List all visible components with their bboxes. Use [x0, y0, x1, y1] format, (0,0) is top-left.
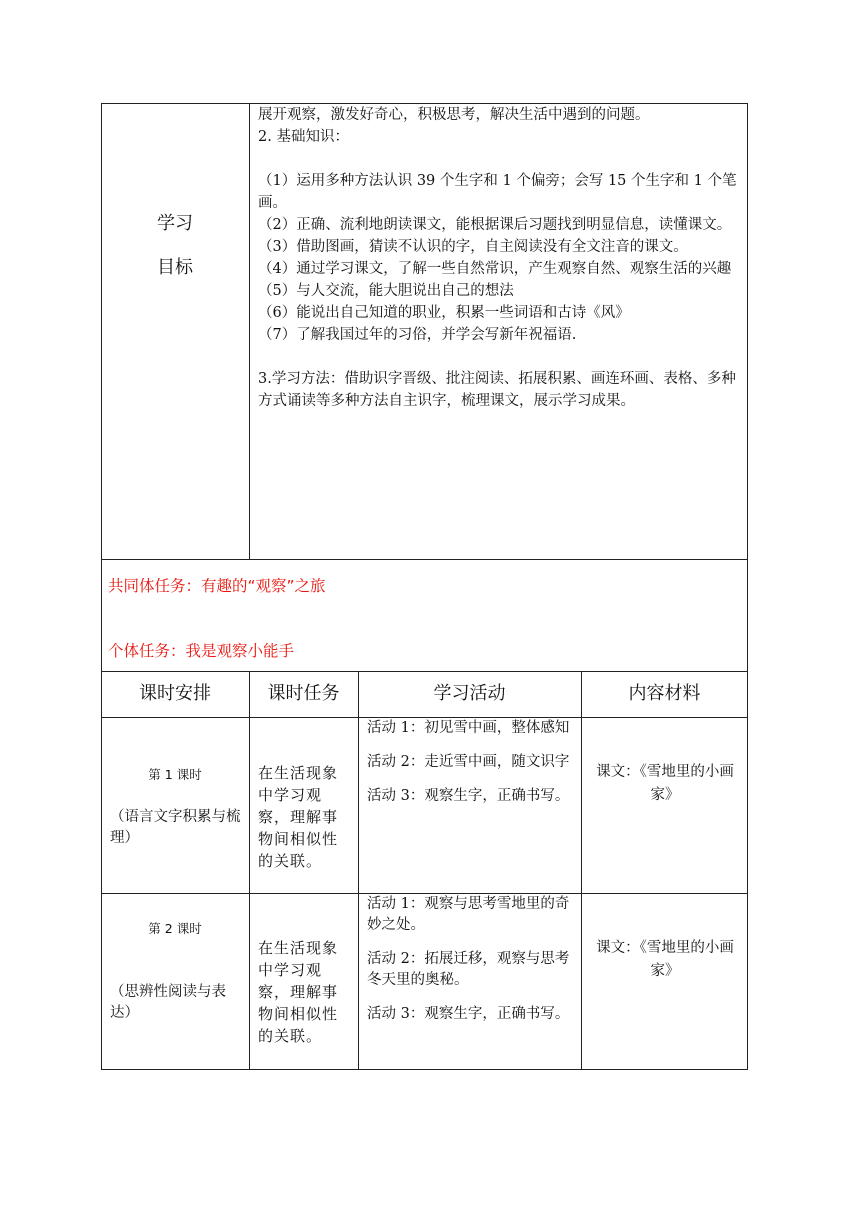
individual-task: 个体任务：我是观察小能手 — [108, 642, 295, 660]
goal-line: 2. 基础知识： — [258, 129, 349, 145]
goal-line: （5）与人交流，能大胆说出自己的想法 — [258, 283, 514, 299]
goals-content — [258, 104, 742, 412]
goal-line: （7）了解我国过年的习俗，并学会写新年祝福语. — [258, 327, 577, 343]
row2-activities — [367, 894, 575, 1038]
header-activities: 学习活动 — [433, 683, 506, 704]
row2-task: 在生活现象中学习观察，理解事物间相似性的关联。 — [258, 939, 339, 1045]
header-period: 课时安排 — [139, 683, 211, 704]
header-material: 内容材料 — [628, 683, 701, 704]
activity-item: 活动 1：观察与思考雪地里的奇妙之处。 — [367, 896, 570, 933]
activity-item: 活动 3：观察生字，正确书写。 — [367, 1006, 570, 1022]
divider — [581, 671, 582, 1070]
goals-label-line2: 目标 — [157, 257, 193, 278]
activity-item: 活动 1：初见雪中画，整体感知 — [367, 720, 570, 736]
activity-item: 活动 2：走近雪中画，随文识字 — [367, 754, 570, 770]
goals-label — [101, 103, 249, 559]
divider — [249, 671, 250, 1070]
divider — [358, 671, 359, 1070]
goals-label-line1: 学习 — [157, 213, 193, 234]
row2-material: 课文：《雪地里的小画家》 — [596, 940, 734, 979]
goal-line: （3）借助图画，猜读不认识的字，自主阅读没有全文注音的课文。 — [258, 239, 688, 255]
row1-task: 在生活现象中学习观察，理解事物间相似性的关联。 — [258, 764, 339, 870]
header-task: 课时任务 — [267, 683, 340, 704]
goal-line: （2）正确、流利地朗读课文，能根据课后习题找到明显信息，读懂课文。 — [258, 217, 732, 233]
row2-category: （思辨性阅读与表达） — [110, 984, 226, 1021]
goal-line: 展开观察，激发好奇心，积极思考，解决生活中遇到的问题。 — [258, 107, 650, 123]
row1-material: 课文：《雪地里的小画家》 — [596, 764, 734, 803]
activity-item: 活动 3：观察生字，正确书写。 — [367, 788, 570, 804]
divider — [249, 103, 250, 559]
row2-period: 第 2 课时 — [148, 921, 202, 936]
goal-line: （1）运用多种方法认识 39 个生字和 1 个偏旁；会写 15 个生字和 1 个笔画。 — [258, 173, 737, 211]
row1-category: （语言文字积累与梳理） — [110, 809, 241, 846]
goal-line: （4）通过学习课文，了解一些自然常识，产生观察自然、观察生活的兴趣 — [258, 261, 732, 277]
group-task: 共同体任务：有趣的“观察”之旅 — [108, 577, 326, 595]
goal-line: 3.学习方法：借助识字晋级、批注阅读、拓展积累、画连环画、表格、多种方式诵读等多种方法自主识字，梳理课文，展示学习成果。 — [258, 371, 736, 409]
goal-line: （6）能说出自己知道的职业，积累一些词语和古诗《风》 — [258, 305, 630, 321]
divider — [101, 559, 748, 560]
row1-activities — [367, 718, 575, 820]
row1-period: 第 1 课时 — [148, 767, 202, 782]
activity-item: 活动 2：拓展迁移，观察与思考冬天里的奥秘。 — [367, 951, 570, 988]
